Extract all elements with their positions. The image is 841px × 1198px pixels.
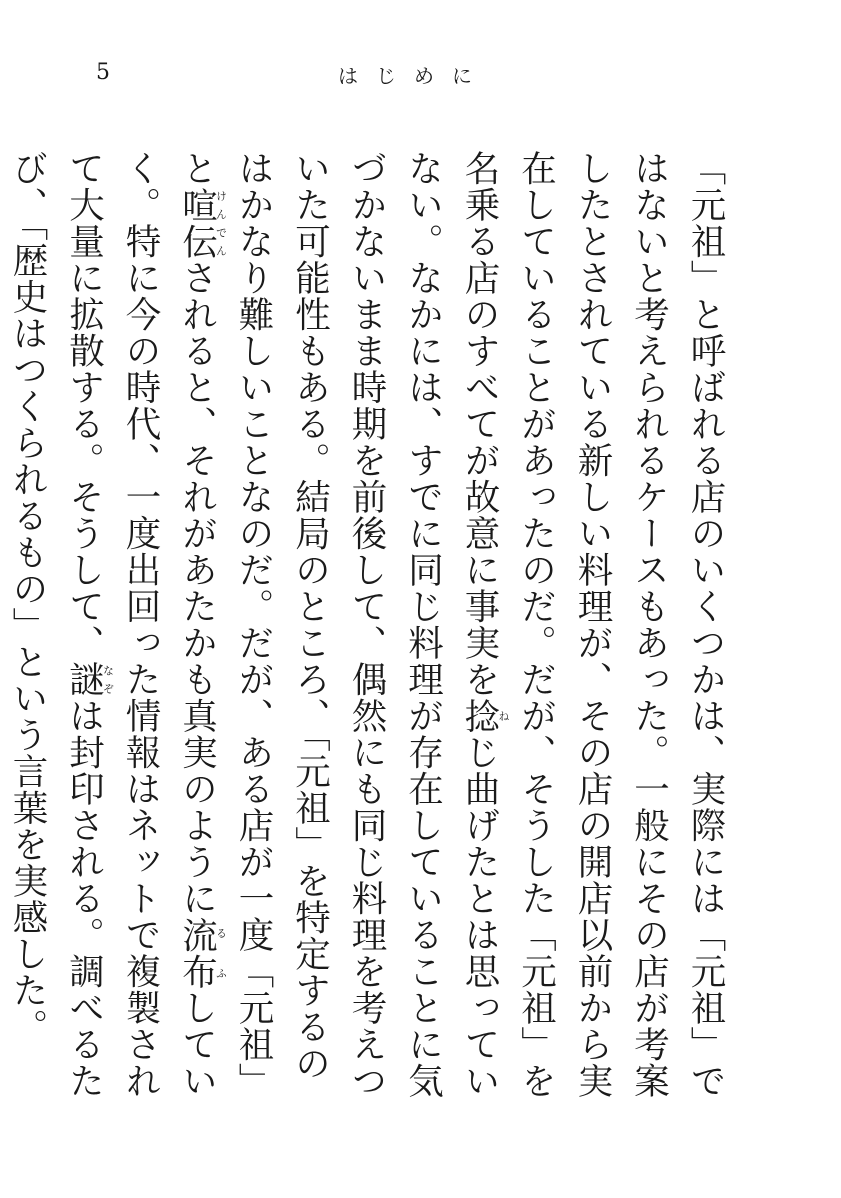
ruby-reading: けんでん xyxy=(214,186,228,260)
text-segment: じ曲げたとは思っていない。なかには、すでに同じ料理が存在していることに気づかないまま時期を前後して、偶然にも同じ料理を考えついた可能性もある。結局のところ、「元祖」を特定するのはかなり難しいことなのだ。だが、ある店が一度「元祖」と xyxy=(176,150,500,1099)
body-text xyxy=(7,150,733,1100)
ruby-reading: ね xyxy=(497,697,510,734)
paragraph xyxy=(0,150,733,1100)
ruby-annotation xyxy=(176,186,228,260)
page-number: 5 xyxy=(96,60,110,85)
ruby-base: 喧伝 xyxy=(176,186,218,260)
ruby-base: 流布 xyxy=(176,916,218,990)
ruby-annotation xyxy=(176,916,228,990)
ruby-annotation xyxy=(459,697,510,735)
text-segment: 「元祖」と呼ばれる店のいくつかは、実際には「元祖」ではないと考えられるケースもあった。一般にその店が考案したとされている新しい料理が、その店の開店以前から実在していることがあったのだ。だが、そうした「元祖」を名乗る店のすべてが故意に事実を xyxy=(459,150,726,1099)
ruby-base: 捻 xyxy=(459,697,500,734)
text-segment: していく。特に今の時代、一度出回った情報はネットで複製されて大量に拡散する。そうして、 xyxy=(63,150,218,1099)
text-segment: されると、それがあたかも真実のように xyxy=(176,259,218,917)
ruby-reading: なぞ xyxy=(101,661,115,698)
ruby-reading: るふ xyxy=(214,916,228,990)
text-segment: は封印される。調べるたび、「歴史はつくられるもの」という言葉を実感した。 xyxy=(7,150,105,1099)
ruby-annotation xyxy=(63,661,115,698)
ruby-base: 謎 xyxy=(63,661,105,698)
running-head: はじめに xyxy=(338,64,490,88)
